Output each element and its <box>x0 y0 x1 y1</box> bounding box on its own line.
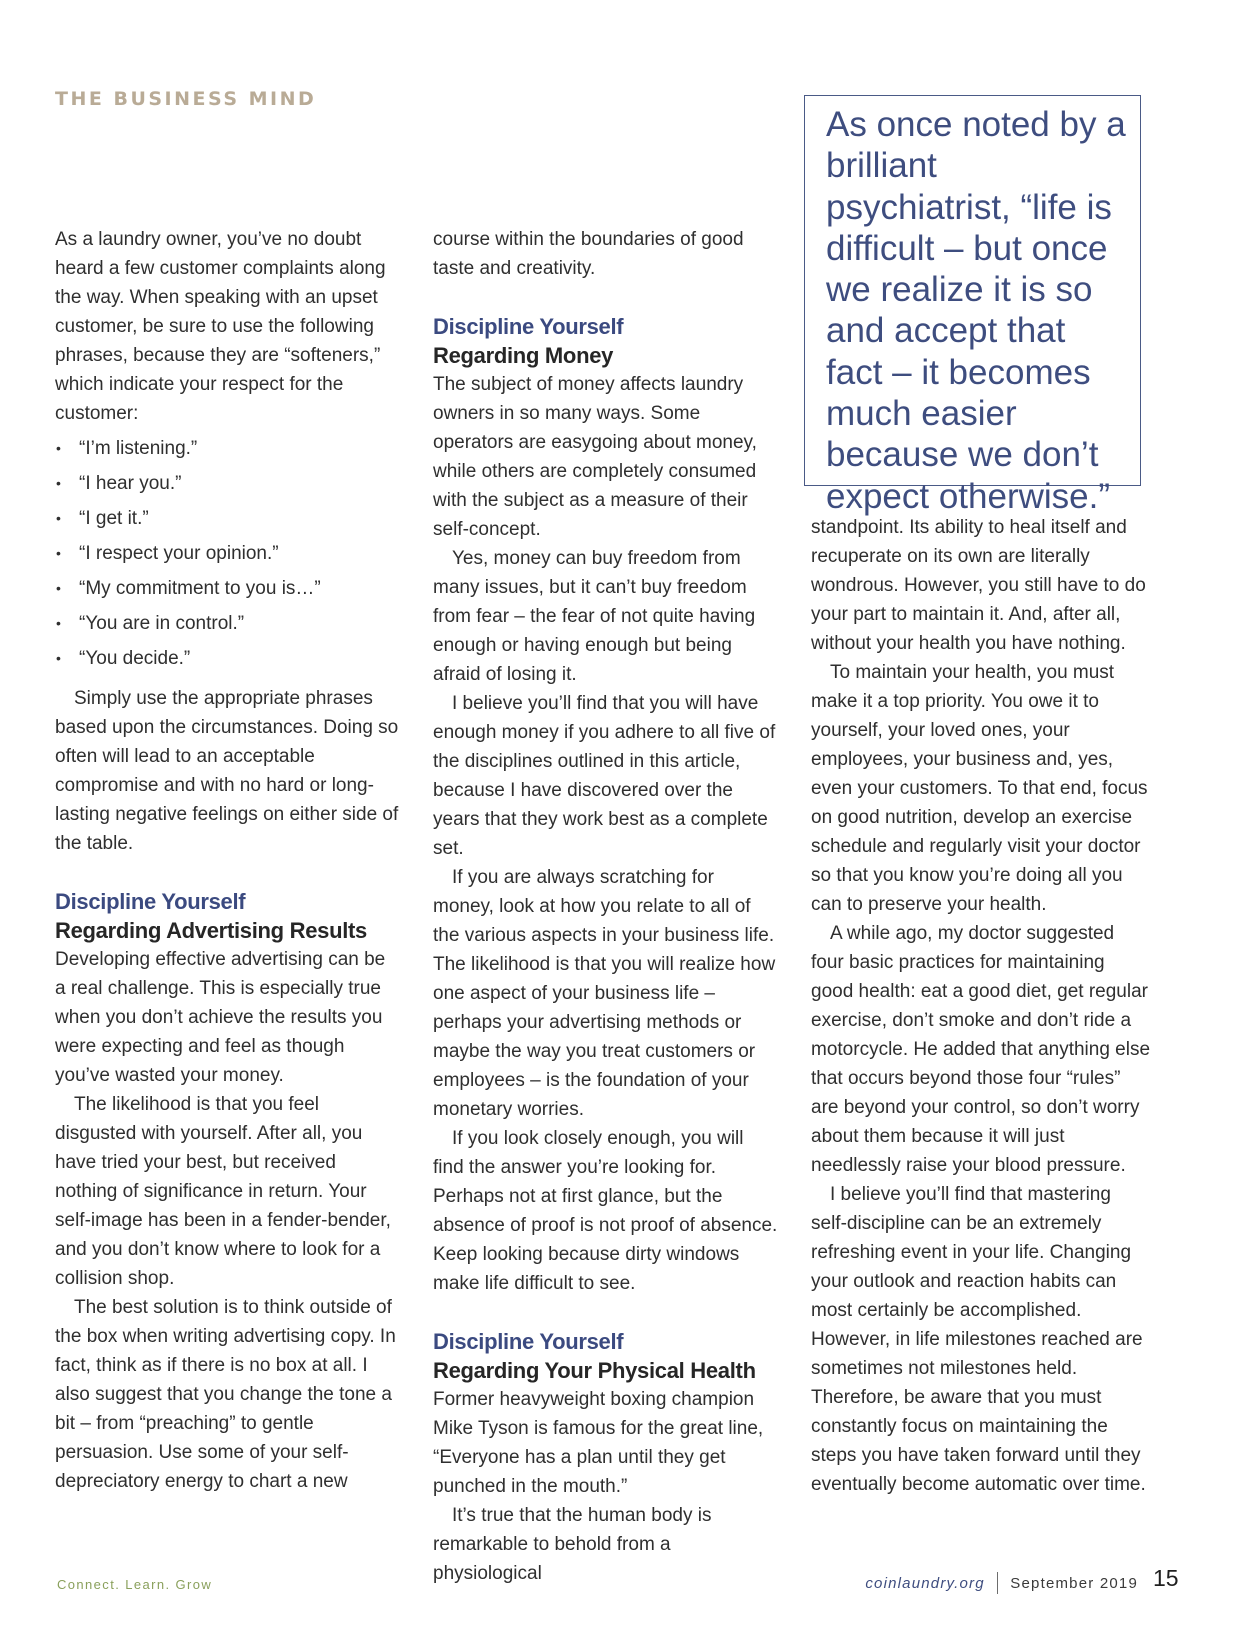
body-paragraph: Simply use the appropriate phrases based upon the circumstances. Doing so often will lead to an acceptable compromise and with no hard or long-lasting negative feelings on either side of the table. <box>55 688 399 854</box>
page-number: 15 <box>1153 1565 1179 1591</box>
body-paragraph: To maintain your health, you must make it a top priority. You owe it to yourself, your loved ones, your employees, your business and, yes, even your customers. To that end, focus on good nutrition, develop an exercise schedule and regularly visit your doctor so that you know you’re doing all you can to preserve your health. <box>811 662 1148 915</box>
bullet-icon: • <box>56 440 61 456</box>
list-item: • “I respect your opinion.” <box>55 536 400 571</box>
bullet-icon: • <box>56 580 61 596</box>
section-heading: Regarding Money <box>433 343 614 368</box>
section-kicker: Discipline Yourself <box>55 889 246 914</box>
footer-site-link[interactable]: coinlaundry.org <box>865 1574 985 1592</box>
section-heading: Regarding Advertising Results <box>55 918 367 943</box>
section-kicker: Discipline Yourself <box>433 314 624 339</box>
section-kicker: Discipline Yourself <box>433 1329 624 1354</box>
footer-tagline: Connect. Learn. Grow <box>57 1577 213 1592</box>
list-item: • “My commitment to you is…” <box>55 571 400 606</box>
bullet-icon: • <box>56 650 61 666</box>
section-heading: Regarding Your Physical Health <box>433 1358 756 1383</box>
body-paragraph: If you are always scratching for money, look at how you relate to all of the various aspects in your business life. The likelihood is that you will realize how one aspect of your business life – perhaps your advertising methods or maybe the way you treat customers or employees – is the foundation of your monetary worries. <box>433 867 776 1120</box>
column-2 <box>433 225 778 1588</box>
footer-date: September 2019 <box>1010 1574 1138 1592</box>
list-item: • “I get it.” <box>55 501 400 536</box>
list-item: • “I’m listening.” <box>55 431 400 466</box>
footer-info <box>865 1572 1138 1594</box>
body-paragraph: It’s true that the human body is remarkable to behold from a physiological <box>433 1505 712 1584</box>
bullet-icon: • <box>56 475 61 491</box>
body-paragraph: course within the boundaries of good taste and creativity. <box>433 229 744 279</box>
body-paragraph: Yes, money can buy freedom from many issues, but it can’t buy freedom from fear – the fear of not quite having enough or having enough but being afraid of losing it. <box>433 548 756 685</box>
body-paragraph: The likelihood is that you feel disgusted with yourself. After all, you have tried your best, but received nothing of significance in return. Your self-image has been in a fender-bender, and you don’t know where to look for a collision shop. <box>55 1094 391 1289</box>
bullet-icon: • <box>56 545 61 561</box>
body-paragraph: Developing effective advertising can be a real challenge. This is especially true when you don’t achieve the results you were expecting and feel as though you’ve wasted your money. <box>55 949 386 1086</box>
body-paragraph: I believe you’ll find that you will have enough money if you adhere to all five of the disciplines outlined in this article, because I have discovered over the years that they work best as a complete set. <box>433 693 776 859</box>
body-paragraph: The subject of money affects laundry owners in so many ways. Some operators are easygoing about money, while others are completely consumed with the subject as a measure of their self-concept. <box>433 374 757 540</box>
list-item: • “I hear you.” <box>55 466 400 501</box>
body-paragraph: The best solution is to think outside of the box when writing advertising copy. In fact, think as if there is no box at all. I also suggest that you change the tone a bit – from “preaching” to gentle persuasion. Use some of your self-depreciatory energy to chart a new <box>55 1297 396 1492</box>
running-head: THE BUSINESS MIND <box>55 88 317 110</box>
body-paragraph: I believe you’ll find that mastering self-discipline can be an extremely refreshing event in your life. Changing your outlook and reaction habits can most certainly be accomplished. However, in life milestones reached are sometimes not milestones held. Therefore, be aware that you must constantly focus on maintaining the steps you have taken forward until they eventually become automatic over time. <box>811 1184 1146 1495</box>
pull-quote: As once noted by a brilliant psychiatrist, “life is difficult – but once we realize it is so and accept that fact – it becomes much easier because we don’t expect otherwise.” <box>804 95 1141 486</box>
body-paragraph: Former heavyweight boxing champion Mike Tyson is famous for the great line, “Everyone has a plan until they get punched in the mouth.” <box>433 1389 764 1497</box>
column-3 <box>811 513 1151 1499</box>
bullet-icon: • <box>56 510 61 526</box>
body-paragraph: A while ago, my doctor suggested four basic practices for maintaining good health: eat a good diet, get regular exercise, don’t smoke and don’t ride a motorcycle. He added that anything else that occurs beyond those four “rules” are beyond your control, so don’t worry about them because it will just needlessly raise your blood pressure. <box>811 923 1151 1176</box>
softener-phrases-list <box>55 431 400 676</box>
bullet-icon: • <box>56 615 61 631</box>
list-item: • “You decide.” <box>55 641 400 676</box>
list-item: • “You are in control.” <box>55 606 400 641</box>
intro-paragraph: As a laundry owner, you’ve no doubt heard a few customer complaints along the way. When speaking with an upset customer, be sure to use the following phrases, because they are “softeners,” which indicate your respect for the customer: <box>55 229 386 424</box>
footer-divider <box>997 1572 999 1594</box>
body-paragraph: If you look closely enough, you will find the answer you’re looking for. Perhaps not at first glance, but the absence of proof is not proof of absence. Keep looking because dirty windows make life difficult to see. <box>433 1128 778 1294</box>
column-1 <box>55 225 400 1496</box>
body-paragraph: standpoint. Its ability to heal itself and recuperate on its own are literally wondrous. However, you still have to do your part to maintain it. And, after all, without your health you have nothing. <box>811 517 1146 654</box>
